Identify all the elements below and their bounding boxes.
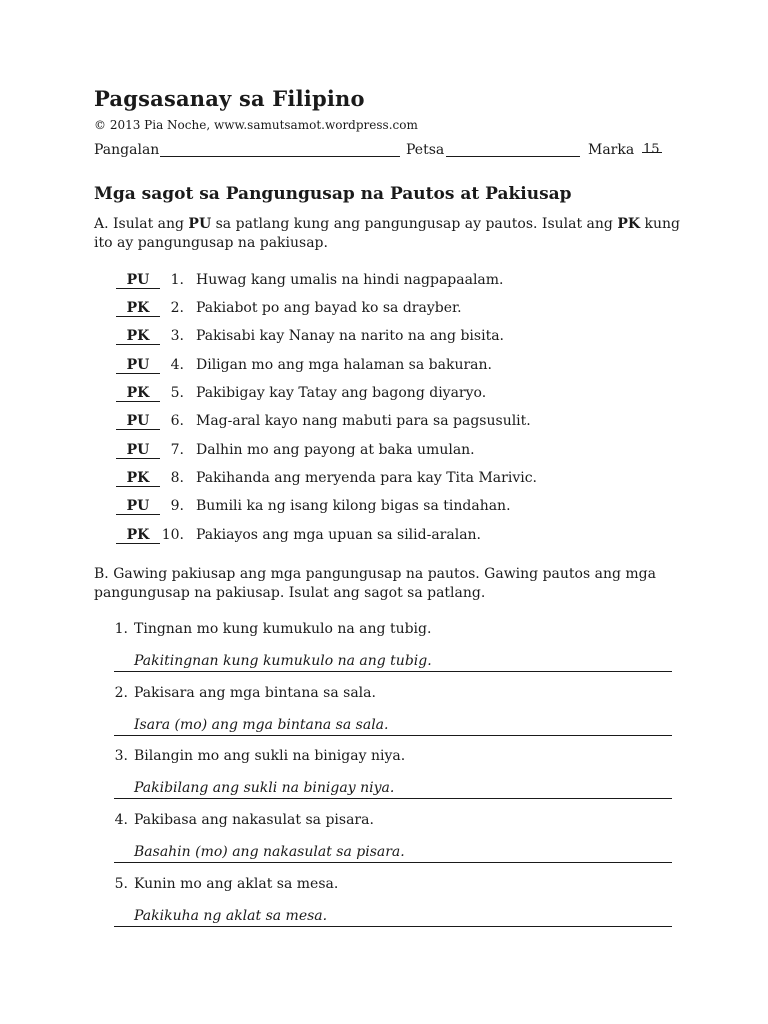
answer-line xyxy=(114,671,672,672)
item-sentence: Pakibasa ang nakasulat sa pisara. xyxy=(134,812,374,828)
item-sentence: Pakiabot po ang bayad ko sa drayber. xyxy=(196,300,462,316)
answer-line xyxy=(114,735,672,736)
part-a-pk-code: PK xyxy=(617,216,641,232)
worksheet-title: Pagsasanay sa Filipino xyxy=(94,86,365,111)
name-blank[interactable] xyxy=(160,156,400,157)
item-sentence: Dalhin mo ang payong at baka umulan. xyxy=(196,442,475,458)
part-a-item xyxy=(0,498,768,522)
section-title: Mga sagot sa Pangungusap na Pautos at Pakiusap xyxy=(94,184,572,204)
item-sentence: Tingnan mo kung kumukulo na ang tubig. xyxy=(134,621,432,637)
copyright-line: © 2013 Pia Noche, www.samutsamot.wordpress.com xyxy=(94,118,418,132)
item-sentence: Pakibigay kay Tatay ang bagong diyaryo. xyxy=(196,385,487,401)
part-a-instruction-text: A. Isulat ang xyxy=(94,216,189,232)
part-a-pu-code: PU xyxy=(188,216,212,232)
part-a-item xyxy=(0,527,768,551)
part-a-item xyxy=(0,385,768,409)
item-number: 1. xyxy=(170,272,184,288)
answer-text[interactable]: Pakibilang ang sukli na binigay niya. xyxy=(134,780,395,796)
answer-blank[interactable]: PK xyxy=(116,385,160,402)
answer-blank[interactable]: PK xyxy=(116,300,160,317)
item-sentence: Bumili ka ng isang kilong bigas sa tindahan. xyxy=(196,498,511,514)
part-b-instruction: B. Gawing pakiusap ang mga pangungusap na pautos. Gawing pautos ang mga pangungusap na pakiusap. Isulat ang sagot sa patlang. xyxy=(94,566,656,601)
item-number: 7. xyxy=(170,442,184,458)
part-a-item xyxy=(0,272,768,296)
score-label: Marka xyxy=(588,142,635,158)
part-a-item xyxy=(0,470,768,494)
answer-text[interactable]: Pakitingnan kung kumukulo na ang tubig. xyxy=(134,653,432,669)
name-label: Pangalan xyxy=(94,142,160,158)
answer-blank[interactable]: PK xyxy=(116,527,160,544)
answer-line xyxy=(114,798,672,799)
part-a-instruction xyxy=(94,215,694,253)
item-number: 3. xyxy=(114,748,128,764)
answer-line xyxy=(114,926,672,927)
item-number: 9. xyxy=(170,498,184,514)
item-sentence: Pakiayos ang mga upuan sa silid-aralan. xyxy=(196,527,482,543)
answer-text[interactable]: Isara (mo) ang mga bintana sa sala. xyxy=(134,717,389,733)
item-number: 10. xyxy=(161,527,184,543)
answer-blank[interactable]: PU xyxy=(116,272,160,289)
answer-text[interactable]: Pakikuha ng aklat sa mesa. xyxy=(134,908,328,924)
part-a-item xyxy=(0,357,768,381)
part-a-instruction-text: sa patlang kung ang pangungusap ay pautos. Isulat ang xyxy=(211,216,618,232)
date-blank[interactable] xyxy=(446,156,580,157)
item-number: 5. xyxy=(114,876,128,892)
part-a-instruction-text: kung ito ay pangungusap na pakiusap. xyxy=(94,216,680,251)
item-sentence: Kunin mo ang aklat sa mesa. xyxy=(134,876,339,892)
item-sentence: Diligan mo ang mga halaman sa bakuran. xyxy=(196,357,492,373)
answer-blank[interactable]: PU xyxy=(116,357,160,374)
item-number: 8. xyxy=(170,470,184,486)
item-sentence: Bilangin mo ang sukli na binigay niya. xyxy=(134,748,406,764)
date-label: Petsa xyxy=(406,142,445,158)
answer-blank[interactable]: PU xyxy=(116,413,160,430)
item-number: 6. xyxy=(170,413,184,429)
answer-blank[interactable]: PU xyxy=(116,442,160,459)
item-number: 2. xyxy=(114,685,128,701)
item-sentence: Pakihanda ang meryenda para kay Tita Marivic. xyxy=(196,470,537,486)
item-sentence: Pakisabi kay Nanay na narito na ang bisita. xyxy=(196,328,504,344)
answer-line xyxy=(114,862,672,863)
item-number: 5. xyxy=(170,385,184,401)
item-number: 4. xyxy=(114,812,128,828)
score-total: 15 xyxy=(643,142,660,157)
answer-text[interactable]: Basahin (mo) ang nakasulat sa pisara. xyxy=(134,844,405,860)
item-sentence: Mag-aral kayo nang mabuti para sa pagsusulit. xyxy=(196,413,531,429)
item-number: 4. xyxy=(170,357,184,373)
part-a-item xyxy=(0,442,768,466)
student-info-row xyxy=(94,142,674,172)
answer-blank[interactable]: PK xyxy=(116,328,160,345)
part-a-item xyxy=(0,328,768,352)
answer-blank[interactable]: PU xyxy=(116,498,160,515)
item-sentence: Pakisara ang mga bintana sa sala. xyxy=(134,685,376,701)
item-sentence: Huwag kang umalis na hindi nagpapaalam. xyxy=(196,272,504,288)
item-number: 2. xyxy=(170,300,184,316)
answer-blank[interactable]: PK xyxy=(116,470,160,487)
item-number: 3. xyxy=(170,328,184,344)
part-a-item xyxy=(0,413,768,437)
part-a-item xyxy=(0,300,768,324)
item-number: 1. xyxy=(114,621,128,637)
